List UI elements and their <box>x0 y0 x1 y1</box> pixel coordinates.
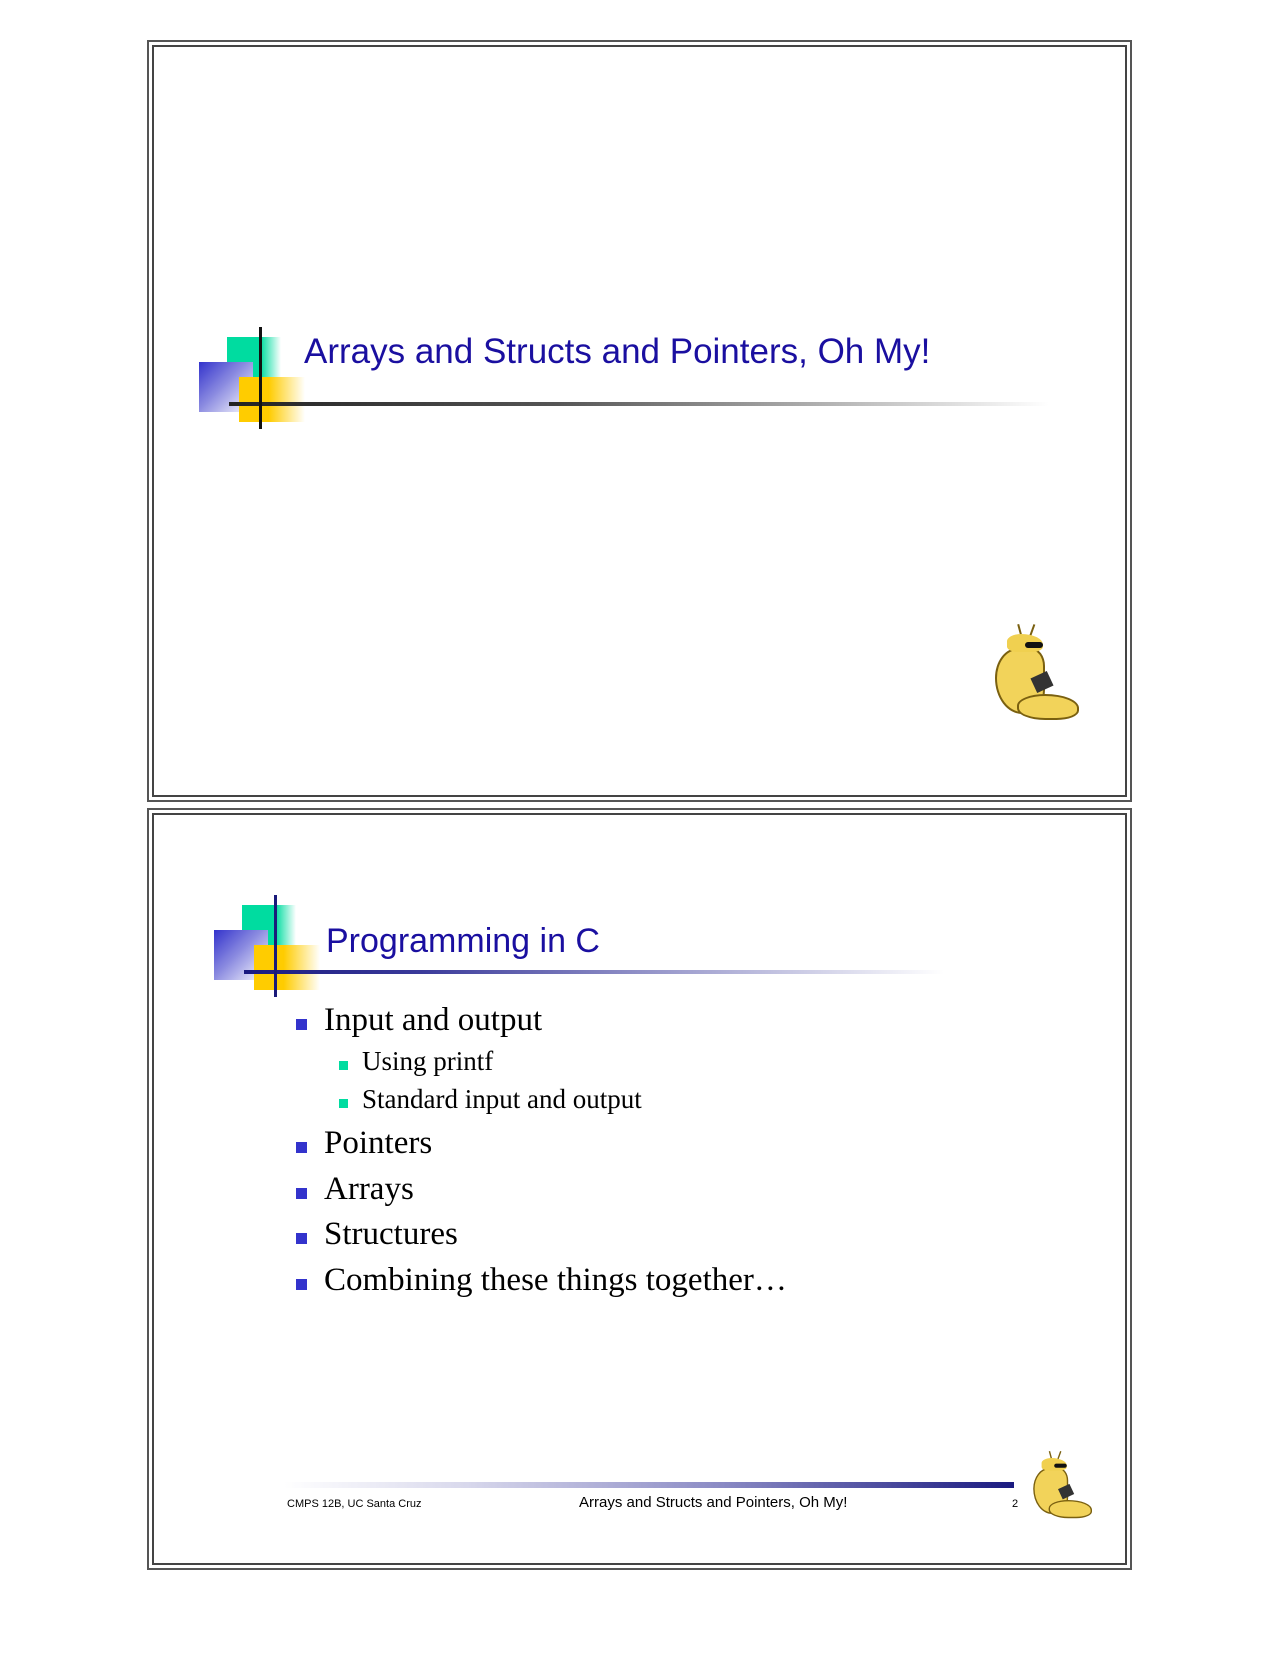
footer-bar <box>284 1482 1014 1488</box>
bullet-square-icon <box>296 1188 307 1199</box>
title-decoration <box>214 895 334 995</box>
bullet-item: Input and output <box>324 1002 542 1039</box>
slug-mascot-icon <box>1029 1458 1078 1507</box>
footer-title: Arrays and Structs and Pointers, Oh My! <box>579 1494 848 1511</box>
bullet-square-icon <box>339 1099 348 1108</box>
bullet-item: Arrays <box>324 1171 414 1208</box>
slide-title: Arrays and Structs and Pointers, Oh My! <box>304 332 931 371</box>
footer-course: CMPS 12B, UC Santa Cruz <box>287 1498 422 1510</box>
bullet-square-icon <box>296 1233 307 1244</box>
bullet-square-icon <box>296 1019 307 1030</box>
slide-1 <box>147 40 1132 802</box>
bullet-square-icon <box>296 1279 307 1290</box>
bullet-square-icon <box>339 1061 348 1070</box>
slide-title: Programming in C <box>326 922 600 960</box>
bullet-item: Pointers <box>324 1125 432 1162</box>
bullet-item: Structures <box>324 1216 458 1253</box>
page-number: 2 <box>1012 1498 1019 1510</box>
slide-2 <box>147 808 1132 1570</box>
sub-bullet-item: Using printf <box>362 1046 493 1077</box>
slug-mascot-icon <box>989 634 1089 734</box>
sub-bullet-item: Standard input and output <box>362 1084 642 1115</box>
bullet-square-icon <box>296 1142 307 1153</box>
title-decoration <box>199 327 319 427</box>
bullet-item: Combining these things together… <box>324 1262 787 1299</box>
